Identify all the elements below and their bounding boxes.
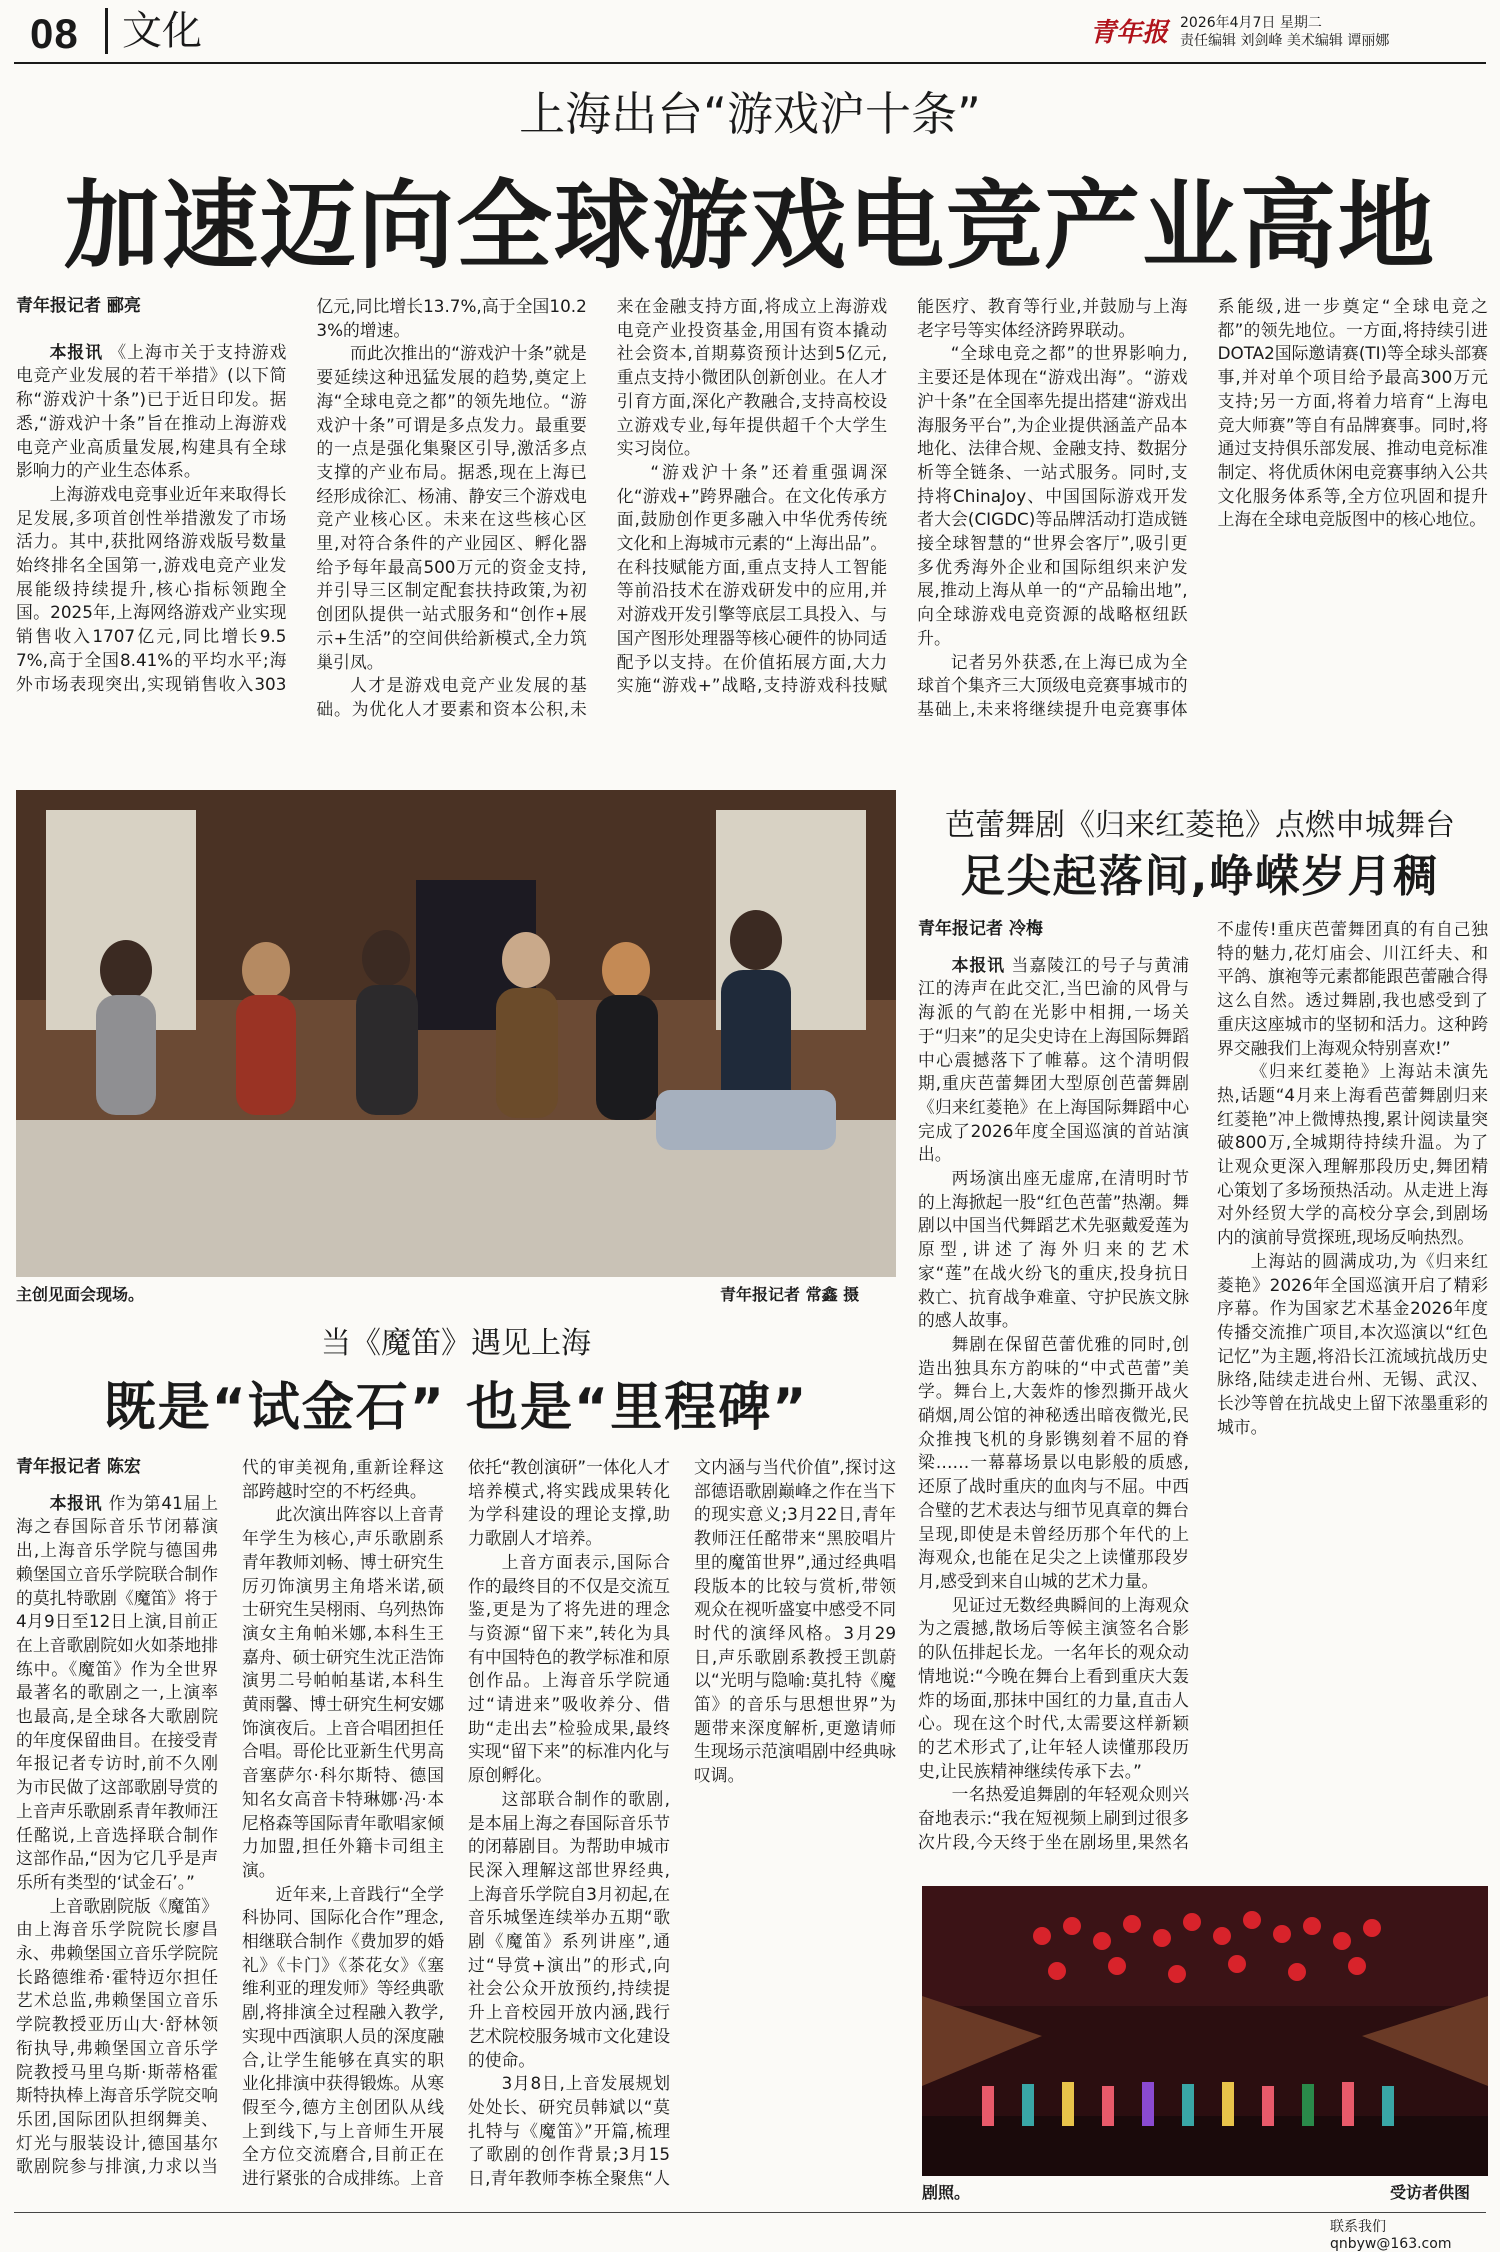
press-conference-image [16, 790, 896, 1277]
article3-lead: 本报讯 [49, 1492, 103, 1513]
section-name: 文化 [105, 8, 202, 54]
footer-rule [14, 2212, 1486, 2213]
article1-byline: 青年报记者 郦亮 [16, 296, 141, 316]
article1-para: 《上海市关于支持游戏电竞产业发展的若干举措》(以下简称“游戏沪十条”)已于近日印发。据悉,“游戏沪十条”旨在推动上海游戏电竞产业高质量发展,构建具有全球影响力的产业生态体系。 [16, 341, 287, 481]
article3-byline: 青年报记者 陈宏 [16, 1457, 141, 1477]
article2-lead: 本报讯 [951, 954, 1006, 975]
article1-headline: 加速迈向全球游戏电竞产业高地 [64, 170, 1436, 282]
editor-credits: 责任编辑 刘剑峰 美术编辑 谭丽娜 [1180, 33, 1390, 49]
article2-para: 当嘉陵江的号子与黄浦江的涛声在此交汇,当巴渝的风骨与海派的气韵在光影中相拥,一场关于“归来”的足尖史诗在上海国际舞蹈中心震撼落下了帷幕。这个清明假期,重庆芭蕾舞团大型原创芭蕾舞剧《归来红菱艳》在上海国际舞蹈中心完成了2026年度全国巡演的首站演出。 [918, 954, 1189, 1165]
article3-kicker: 当《魔笛》遇见上海 [321, 1326, 591, 1361]
article3-headline: 既是“试金石” 也是“里程碑” [103, 1378, 809, 1438]
ballet-stage-image [922, 1886, 1488, 2176]
page-number: 08 [30, 10, 79, 57]
article2-para: 见证过无数经典瞬间的上海观众为之震撼,散场后等候主演签名合影的队伍排起长龙。一名年长的观众动情地说:“今晚在舞台上看到重庆大轰炸的场面,那抹中国红的力量,直击人心。现在这个时代,太需要这样新颖的艺术形式了,让年轻人读懂那段历史,让民族精神继续传承下去。” [918, 1594, 1189, 1781]
footer-contact: 联系我们 qnbyw@163.com [1330, 2219, 1452, 2252]
article2-byline: 青年报记者 冷梅 [918, 919, 1043, 939]
article2-para: 上海站的圆满成功,为《归来红菱艳》2026年全国巡演开启了精彩序幕。作为国家艺术基金2026年度传播交流推广项目,本次巡演以“红色记忆”为主题,将沿长江流域抗战历史脉络,陆续走进台州、无锡、武汉、长沙等曾在抗战史上留下浓墨重彩的城市。 [1217, 1250, 1488, 1437]
photo2-caption: 剧照。 [922, 2183, 971, 2202]
article1-para: “全球电竞之都”的世界影响力,主要还是体现在“游戏出海”。“游戏沪十条”在全国率先提出搭建“游戏出海服务平台”,为企业提供涵盖产品本地化、法律合规、金融支持、数据分析等全链条、一站式服务。同时,支持将ChinaJoy、中国国际游戏开发者大会(CIGDC)等品牌活动打造成链接全球智慧的“世界会客厅”,吸引更多优秀海外企业和国际组织来沪发展,推动上海从单一的“产品输出地”,向全球游戏电竞资源的战略枢纽跃升。 [917, 343, 1188, 648]
article1-para: 人才是游戏电竞产业发展的基础。为优化人才要素和资本公积,未来在金融支持方面,将成立上海游戏电竞产业投资基金,用国有资本撬动社会资本,首期募资预计达到5亿元,重点支持小微团队创新创业。在人才引育方面,深化产教融合,支持高校设立游戏专业,每年提供超千个大学生实习岗位。 [316, 296, 888, 719]
article2-para: 《归来红菱艳》上海站未演先热,话题“4月来上海看芭蕾舞剧归来红菱艳”冲上微博热搜,累计阅读量突破800万,全城期待持续升温。为了让观众更深入理解那段历史,舞团精心策划了多场预热活动。从走进上海对外经贸大学的高校分享会,到剧场内的演前导赏探班,现场反响热烈。 [1217, 1061, 1488, 1248]
article2-para: 舞剧在保留芭蕾优雅的同时,创造出独具东方韵味的“中式芭蕾”美学。舞台上,大轰炸的惨烈撕开战火硝烟,周公馆的神秘透出暗夜微光,民众推拽飞机的身影镌刻着不屈的脊梁……一幕幕场景以电影般的质感,还原了战时重庆的血肉与不屈。中西合璧的艺术表达与细节见真章的舞台呈现,即使是未曾经历那个年代的上海观众,也能在足尖之上读懂那段岁月,感受到来自山城的艺术力量。 [918, 1333, 1189, 1591]
article3-para: 这部联合制作的歌剧,是本届上海之春国际音乐节的闭幕剧目。为帮助申城市民深入理解这部世界经典,上海音乐学院自3月初起,在音乐城堡连续举办五期“歌剧《魔笛》系列讲座”,通过“导赏+演出”的形式,向社会公众开放预约,持续提升上音校园开放内涵,践行艺术院校服务城市文化建设的使命。 [468, 1788, 670, 2070]
article1-para: 上海游戏电竞事业近年来取得长足发展,多项首创性举措激发了市场活力。其中,获批网络游戏版号数量始终排名全国第一,游戏电竞产业发展能级持续提升,核心指标领跑全国。2025年,上海网络游戏产业实现销售收入1707亿元,同比增长9.57%,高于全国8.41%的平均水平;海外市场表现突出,实现销售收入303亿元,同比增长13.7%,高于全国10.23%的增速。 [16, 296, 587, 694]
photo2-credit: 受访者供图 [1390, 2183, 1471, 2202]
issue-date: 2026年4月7日 星期二 [1180, 15, 1322, 31]
press-conference-photo [16, 790, 896, 1277]
article1-body [16, 295, 1488, 740]
photo1-caption: 主创见面会现场。 [16, 1285, 145, 1304]
date-editors [1180, 14, 1389, 50]
article3-para: 作为第41届上海之春国际音乐节闭幕演出,上海音乐学院与德国弗赖堡国立音乐学院联合制作的莫扎特歌剧《魔笛》将于4月9日至12日上演,目前正在上音歌剧院如火如荼地排练中。《魔笛》作为全世界最著名的歌剧之一,上演率也最高,是全球各大歌剧院的年度保留曲目。在接受青年报记者专访时,前不久刚为市民做了这部歌剧导赏的上音声乐歌剧系青年教师汪任酩说,上音选择联合制作这部作品,“因为它几乎是声乐所有类型的‘试金石’。” [16, 1492, 218, 1892]
article1-kicker: 上海出台“游戏沪十条” [519, 87, 981, 141]
article3-para: 3月8日,上音发展规划处处长、研究员韩斌以“莫扎特与《魔笛》”开篇,梳理了歌剧的创作背景;3月15日,青年教师李栋全聚焦“人文内涵与当代价值”,探讨这部德语歌剧巅峰之作在当下的现实意义;3月22日,青年教师汪任酩带来“黑胶唱片里的魔笛世界”,通过经典唱段版本的比较与赏析,带领观众在视听盛宴中感受不同时代的演绎风格。3月29日,声乐歌剧系教授王凯蔚以“光明与隐喻:莫扎特《魔笛》的音乐与思想世界”为题带来深度解析,更邀请师生现场示范演唱剧中经典咏叹调。 [468, 1457, 896, 2189]
article2-para: 两场演出座无虚席,在清明时节的上海掀起一股“红色芭蕾”热潮。舞剧以中国当代舞蹈艺术先驱戴爱莲为原型,讲述了海外归来的艺术家“莲”在战火纷飞的重庆,投身抗日救亡、抗育战争难童、守护民族文脉的感人故事。 [918, 1168, 1189, 1331]
article3-para: 此次演出阵容以上音青年学生为核心,声乐歌剧系青年教师刘畅、博士研究生厉刃饰演男主角塔米诺,硕士研究生吴栩雨、乌列热饰演女主角帕米娜,本科生王嘉舟、硕士研究生沈正浩饰演男二号帕帕基诺,本科生黄雨馨、博士研究生柯安娜饰演夜后。上音合唱团担任合唱。哥伦比亚新生代男高音塞萨尔·科尔斯特、德国知名女高音卡特琳娜·冯·本尼格森等国际青年歌唱家倾力加盟,担任外籍卡司组主演。 [242, 1504, 444, 1880]
article3-body [16, 1456, 896, 2202]
header-rule [14, 62, 1486, 64]
article2-body [918, 918, 1488, 1876]
article3-para: 上音歌剧院版《魔笛》由上海音乐学院院长廖昌永、弗赖堡国立音乐学院院长路德维希·霍特迈尔担任艺术总监,弗赖堡国立音乐学院教授亚历山大·舒林领衔执导,弗赖堡国立音乐学院教授马里乌斯·斯蒂格霍斯特执棒上海音乐学院交响乐团,国际团队担纲舞美、灯光与服装设计,德国基尔歌剧院参与排演,力求以当代的审美视角,重新诠释这部跨越时空的不朽经典。 [16, 1457, 444, 2177]
article2-headline: 足尖起落间,峥嵘岁月稠 [960, 851, 1440, 902]
photo1-credit: 青年报记者 常鑫 摄 [720, 1285, 860, 1304]
article3-para: 上音方面表示,国际合作的最终目的不仅是交流互鉴,更是为了将先进的理念与资源“留下来”,转化为具有中国特色的教学标准和原创作品。上海音乐学院通过“请进来”吸收养分、借助“走出去”检验成果,最终实现“留下来”的标准内化与原创孵化。 [468, 1551, 670, 1786]
article1-para: 而此次推出的“游戏沪十条”就是要延续这种迅猛发展的趋势,奠定上海“全球电竞之都”的领先地位。“游戏沪十条”可谓是多点发力。最重要的一点是强化集聚区引导,激活多点支撑的产业布局。据悉,现在上海已经形成徐汇、杨浦、静安三个游戏电竞产业核心区。未来在这些核心区里,对符合条件的产业园区、孵化器给予每年最高500万元的资金支持,并引导三区制定配套扶持政策,为初创团队提供一站式服务和“创作+展示+生活”的空间供给新模式,全力筑巢引凤。 [316, 343, 587, 672]
masthead-logo: 青年报 [1090, 18, 1169, 48]
article1-para: 记者另外获悉,在上海已成为全球首个集齐三大顶级电竞赛事城市的基础上,未来将继续提升电竞赛事体系能级,进一步奠定“全球电竞之都”的领先地位。一方面,将持续引进DOTA2国际邀请赛(TI)等全球头部赛事,并对单个项目给予最高300万元支持;另一方面,将着力培育“上海电竞大师赛”等自有品牌赛事。同时,将通过支持俱乐部发展、推动电竞标准制定、将优质休闲电竞赛事纳入公共文化服务体系等,全方位巩固和提升上海在全球电竞版图中的核心地位。 [917, 296, 1488, 719]
article2-kicker: 芭蕾舞剧《归来红菱艳》点燃申城舞台 [945, 808, 1455, 843]
article1-lead: 本报讯 [49, 341, 103, 362]
article2-para: 一名热爱追舞剧的年轻观众则兴奋地表示:“我在短视频上刷到过很多次片段,今天终于坐在剧场里,果然名不虚传!重庆芭蕾舞团真的有自己独特的魅力,花灯庙会、川江纤夫、和平鸽、旗袍等元素都能跟芭蕾融合得这么自然。透过舞剧,我也感受到了重庆这座城市的坚韧和活力。这种跨界交融我们上海观众特别喜欢!” [918, 919, 1488, 1852]
ballet-stage-photo [922, 1886, 1488, 2176]
article1-para: “游戏沪十条”还着重强调深化“游戏+”跨界融合。在文化传承方面,鼓励创作更多融入中华优秀传统文化和上海城市元素的“上海出品”。在科技赋能方面,重点支持人工智能等前沿技术在游戏研发中的应用,并对游戏开发引擎等底层工具投入、与国产图形处理器等核心硬件的协同适配予以支持。在价值拓展方面,大力实施“游戏+”战略,支持游戏科技赋能医疗、教育等行业,并鼓励与上海老字号等实体经济跨界联动。 [616, 296, 1188, 696]
article3-para: 近年来,上音践行“全学科协同、国际化合作”理念,相继联合制作《费加罗的婚礼》《卡门》《茶花女》《塞维利亚的理发师》等经典歌剧,将排演全过程融入教学,实现中西演职人员的深度融合,让学生能够在真实的职业化排演中获得锻炼。从寒假至今,德方主创团队从线上到线下,与上音师生开展全方位交流磨合,目前正在进行紧张的合成排练。上音依托“教创演研”一体化人才培养模式,将实践成果转化为学科建设的理论支撑,助力歌剧人才培养。 [242, 1457, 670, 2189]
